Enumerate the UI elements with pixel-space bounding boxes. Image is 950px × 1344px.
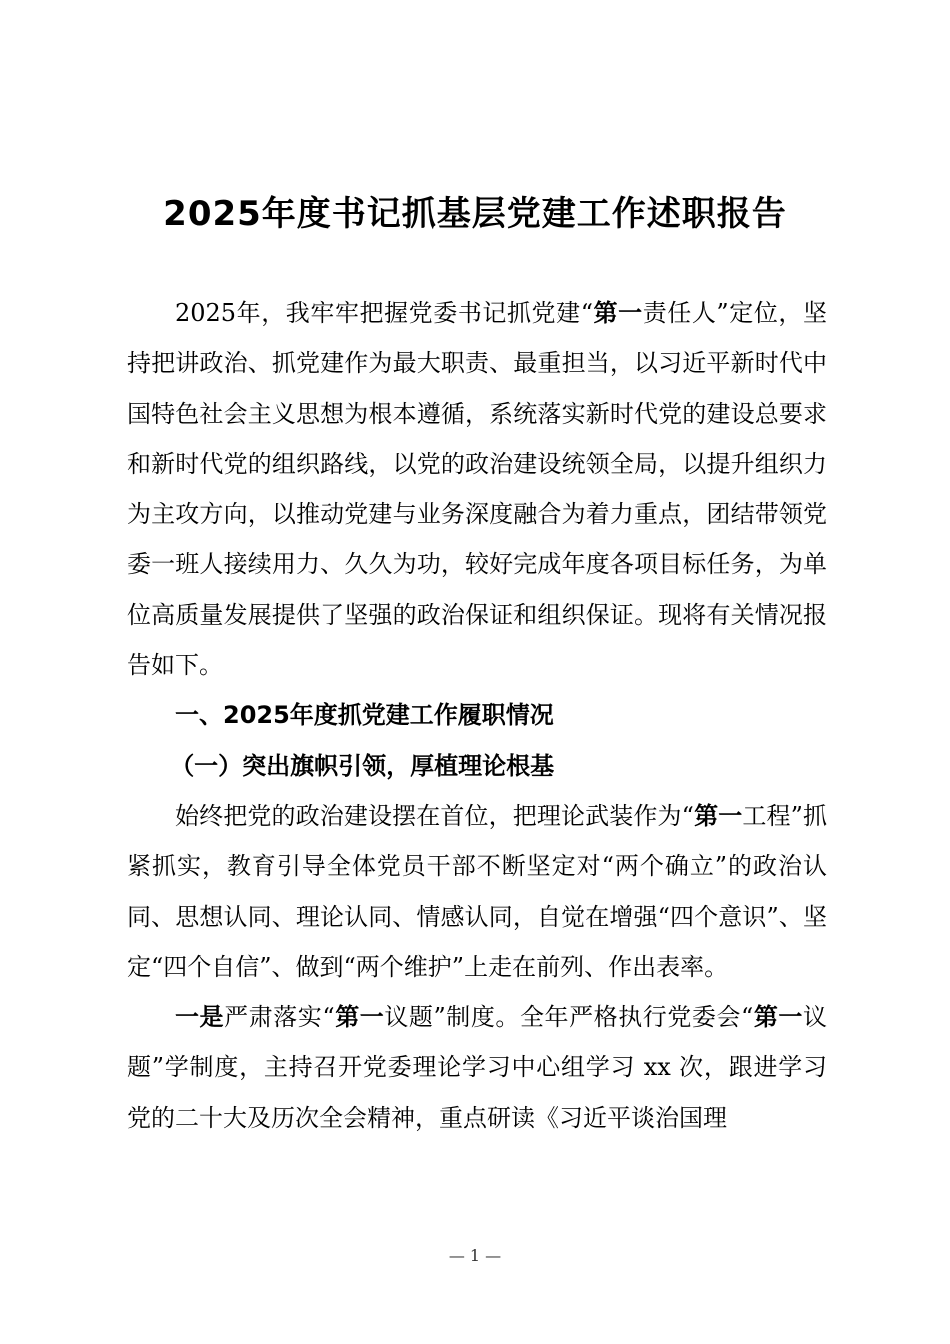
page-number: — 1 —: [448, 1246, 502, 1265]
theory-keyword: 第一: [693, 801, 743, 830]
intro-text-rest: 责任人”定位，坚持把讲政治、抓党建作为最大职责、最重担当，以习近平新时代中国特色社会主义思想为根本遵循，系统落实新时代党的建设总要求和新时代党的组织路线，以党的政治建设统领全局，以提升组织力为主攻方向，以推动党建与业务深度融合为着力重点，团结带领党委一班人接续用力、久久为功，较好完成年度各项目标任务，为单位高质量发展提供了坚强的政治保证和组织保证。现将有关情况报告如下。: [127, 299, 827, 680]
document-body: [127, 288, 827, 1143]
theory-paragraph: [127, 791, 827, 992]
subsection-heading: （一）突出旗帜引领，厚植理论根基: [170, 751, 555, 780]
intro-text-start: 2025年，我牢牢把握党委书记抓党建“: [175, 299, 593, 327]
agenda-lead: 一是: [175, 1003, 225, 1032]
intro-paragraph: [127, 288, 827, 690]
agenda-keyword-2: 第一: [753, 1003, 803, 1032]
theory-text-rest: 工程”抓紧抓实，教育引导全体党员干部不断坚定对“两个确立”的政治认同、思想认同、理论认同、情感认同，自觉在增强“四个意识”、坚定“四个自信”、做到“两个维护”上走在前列、作出表率。: [127, 801, 827, 981]
section-heading: 一、2025年度抓党建工作履职情况: [175, 701, 554, 730]
agenda-text-a: 严肃落实“: [224, 1003, 335, 1032]
agenda-text-b: 议题”制度。全年严格执行党委会“: [384, 1003, 754, 1032]
agenda-paragraph: [127, 992, 827, 1143]
document-title: 2025年度书记抓基层党建工作述职报告: [163, 194, 787, 234]
agenda-keyword-1: 第一: [334, 1003, 385, 1032]
agenda-text-c: 议题”学制度，主持召开党委理论学习中心组学习 xx 次，跟进学习党的二十大及历次全会精神，重点研读《习近平谈治国理: [127, 1003, 827, 1132]
theory-text-start: 始终把党的政治建设摆在首位，把理论武装作为“: [175, 801, 694, 830]
intro-keyword: 第一: [592, 299, 643, 327]
